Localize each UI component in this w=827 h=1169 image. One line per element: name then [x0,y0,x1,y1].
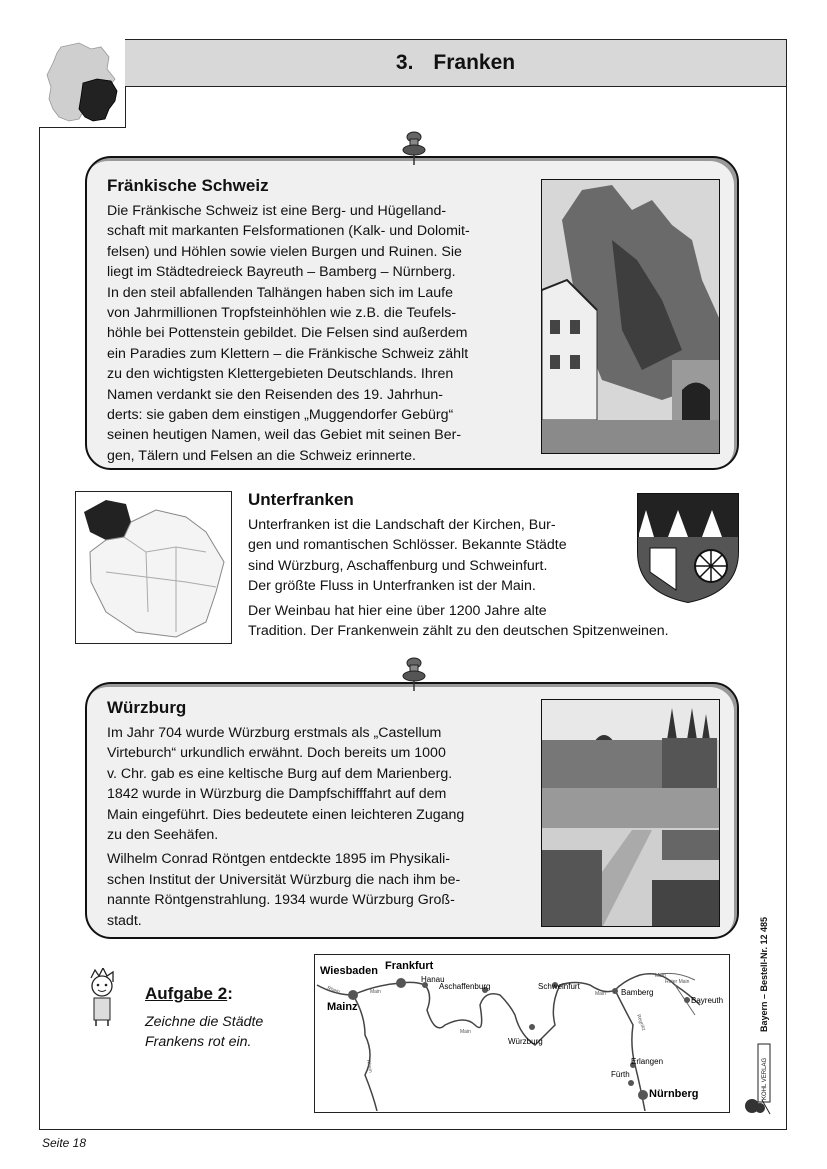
river-label-rhein-2: Rhein [365,1059,374,1074]
text-line: von Jahrmillionen Tropfsteinhöhlen wie z.B. die Teufels- [107,305,457,322]
city-label-hanau: Hanau [421,975,445,984]
river-label-regnitz: Regnitz [635,1013,647,1032]
city-label-frankfurt: Frankfurt [385,960,434,972]
text-line: sind Würzburg, Aschaffenburg und Schweinfurt. [248,557,548,574]
text-line: In den steil abfallenden Talhängen haben sich im Laufe [107,284,454,301]
text-line: liegt im Städtedreieck Bayreuth – Bamberg – Nürnberg. [107,264,456,281]
river-label-main-4: Main [655,973,666,979]
city-label-schweinfurt: Schweinfurt [538,982,580,991]
text-line: Wilhelm Conrad Röntgen entdeckte 1895 im Physikali- [107,851,451,868]
text-line: v. Chr. gab es eine keltische Burg auf dem Marienberg. [107,765,453,782]
text-line: felsen) und Höhlen sowie vielen Burgen und Ruinen. Sie [107,243,462,260]
city-label-bayreuth: Bayreuth [691,996,724,1005]
text-line: Zeichne die Städte [145,1014,264,1030]
text-line: Unterfranken ist die Landschaft der Kirchen, Bur- [248,517,556,533]
section-body [107,201,531,466]
city-label-erlangen: Erlangen [631,1057,664,1066]
sidebar-order-number [752,910,776,1040]
photo-wuerzburg-city [541,699,720,927]
text-line: Tradition. Der Frankenwein zählt zu den deutschen Spitzenweinen. [248,623,669,640]
task-colon: : [227,984,233,1003]
photo-fraenkische-schweiz-rocks [541,179,720,454]
text-line: Die Fränkische Schweiz ist eine Berg- und Hügelland- [107,203,447,219]
germany-bavaria-map [39,39,126,128]
section-title: Unterfranken [248,490,354,509]
text-line: nannte Röntgenstrahlung. 1934 wurde Würzburg Groß- [107,892,455,909]
river-label-roter-main: Roter Main [665,979,690,985]
page-header [125,40,786,87]
text-line: zu den wichtigsten Klettergebieten Deutschlands. Ihren [107,366,454,383]
text-line: gen und romantischen Schlösser. Bekannte Städte [248,537,567,554]
city-label-bamberg: Bamberg [621,988,654,997]
pushpin-icon [401,656,429,697]
text-line: Der größte Fluss in Unterfranken ist der Main. [248,578,536,595]
unterfranken-coat-of-arms [636,492,740,604]
river-label-main-2: Main [460,1029,471,1035]
city-label-fuerth: Fürth [611,1070,630,1079]
boy-figure-icon [85,968,119,1028]
text-line: gen, Tälern und Felsen an die Schweiz erinnerte. [107,447,416,464]
text-line: höhle bei Pottenstein gebildet. Die Felsen sind außerdem [107,325,468,342]
text-line: Im Jahr 704 wurde Würzburg erstmals als „Castellum [107,725,442,741]
pushpin-icon [401,130,429,171]
city-label-aschaffenburg: Aschaffenburg [439,982,491,991]
publisher-logo [740,1040,774,1116]
page-number: Seite 18 [42,1136,87,1150]
text-line: stadt. [107,912,142,929]
text-line: Frankens rot ein. [145,1034,252,1050]
task-title [145,984,263,1004]
text-line: seinen heutigen Namen, weil das Gebiet mit seinen Ber- [107,427,462,444]
river-label-main-3: Main [595,991,606,997]
city-label-wiesbaden: Wiesbaden [320,965,378,977]
text-line: Namen verdankt sie den Reisenden des 19. Jahrhun- [107,386,443,403]
task-label: Aufgabe 2 [145,984,228,1003]
task-instruction [145,1012,263,1052]
river-label-rhein: Rhein [326,985,341,996]
section-title: Fränkische Schweiz [107,176,269,195]
text-line: Virteburch“ urkundlich erwähnt. Doch bereits um 1000 [107,745,446,762]
section-body-2 [107,849,531,931]
river-label-main: Main [370,989,381,995]
city-label-wuerzburg: Würzburg [508,1037,543,1046]
publisher-name: KOHL VERLAG [762,1057,768,1100]
section-title: Würzburg [107,698,187,717]
section-body [107,723,531,845]
chapter-number: 3. [395,51,414,74]
city-label-mainz: Mainz [327,1001,358,1013]
main-river-map [314,954,730,1113]
text-line: schaft mit markanten Felsformationen (Kalk- und Dolomit- [107,223,470,240]
order-number-text: Bayern – Bestell-Nr. 12 485 [759,916,769,1032]
page-title: Franken [433,51,516,74]
text-line: derts: sie gaben dem einstigen „Muggendorfer Gebürg“ [107,407,454,424]
text-line: Der Weinbau hat hier eine über 1200 Jahre alte [248,602,547,619]
text-line: zu den Seehäfen. [107,827,219,844]
text-line: ein Paradies zum Klettern – die Fränkische Schweiz zählt [107,345,469,362]
task-block [145,984,263,1052]
text-line: Main eingeführt. Dies bedeutete einen leichteren Zugang [107,806,465,823]
text-line: schen Institut der Universität Würzburg die nach ihm be- [107,871,461,888]
text-line: 1842 wurde in Würzburg die Dampfschifffahrt auf dem [107,786,447,803]
city-label-nuernberg: Nürnberg [649,1088,699,1100]
bavaria-regions-map [75,491,232,644]
